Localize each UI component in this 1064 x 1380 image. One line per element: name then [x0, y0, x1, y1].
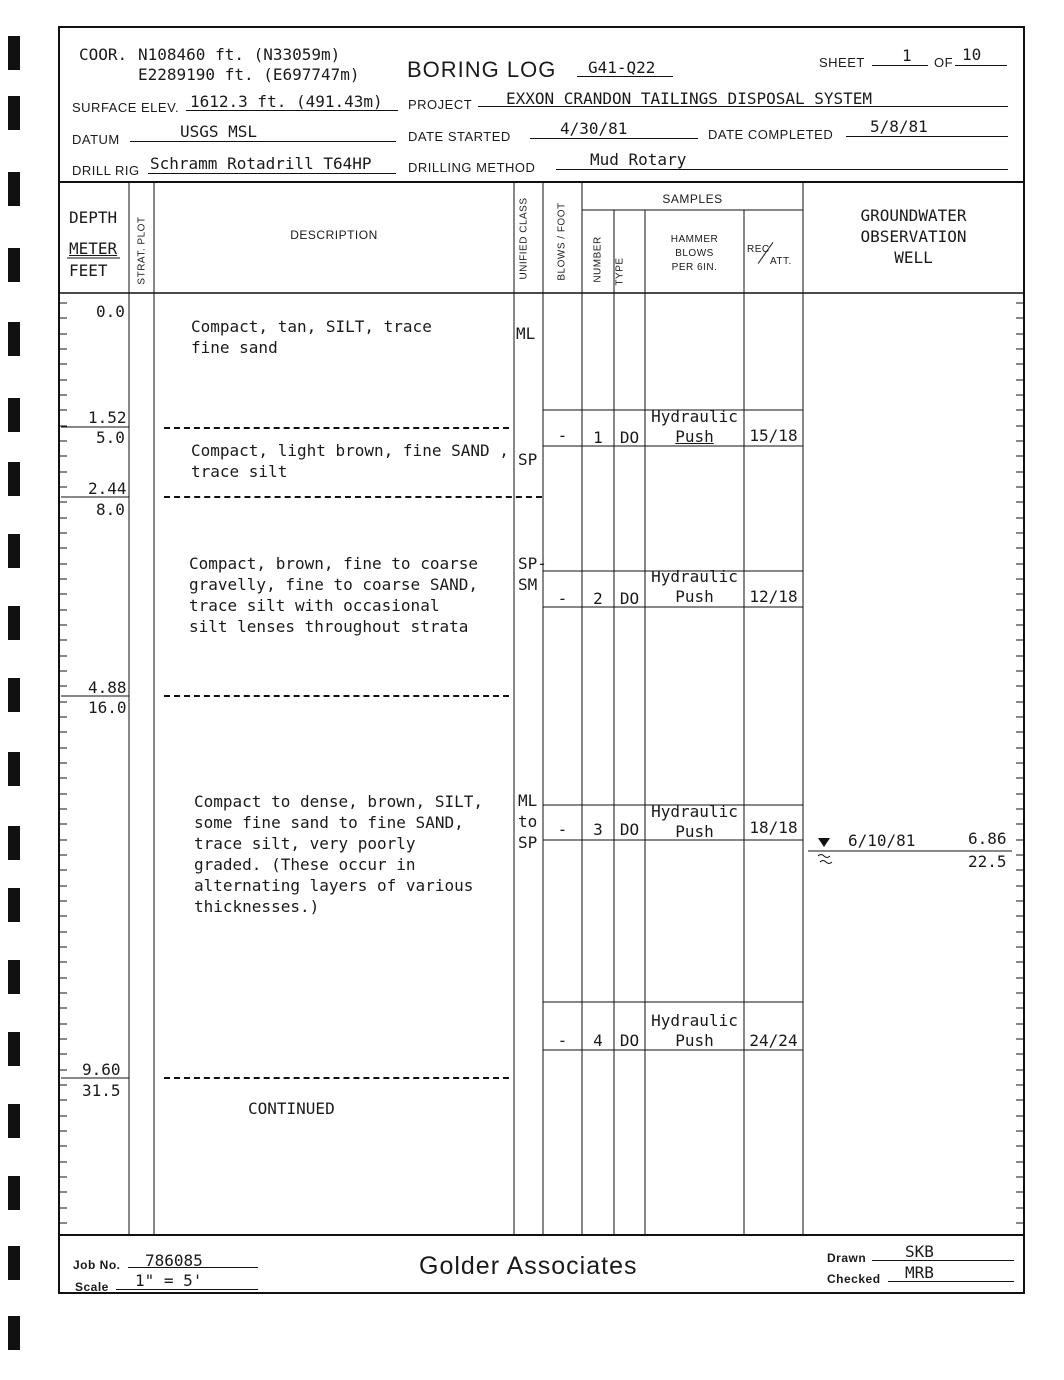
groundwater-header-line: WELL: [894, 248, 933, 267]
job-number-underline: [128, 1267, 258, 1268]
sample-type: DO: [619, 820, 640, 839]
boring-log-id: G41-Q22: [588, 58, 656, 77]
hammer-header-line: PER 6IN.: [671, 262, 718, 273]
sample-number: 3: [593, 820, 603, 839]
hammer-blows: [645, 802, 744, 842]
groundwater-header-line: GROUNDWATER: [860, 206, 967, 225]
unified-class-header: UNIFIED CLASS: [518, 197, 530, 280]
project-underline: [478, 106, 1008, 107]
drilling-method-underline: [556, 169, 1008, 170]
date-completed: 5/8/81: [870, 117, 928, 136]
sheet-number: 1: [902, 46, 912, 65]
hammer-blows: [645, 1011, 744, 1051]
recovery: 24/24: [749, 1031, 798, 1050]
feet-header: FEET: [69, 261, 108, 280]
surface-elevation-underline: [186, 110, 398, 111]
rec-header: REC: [747, 244, 770, 255]
groundwater-header-line: OBSERVATION: [860, 227, 967, 246]
groundwater-date: 6/10/81: [848, 831, 916, 850]
recovery: 15/18: [749, 426, 798, 445]
hammer-line: Push: [675, 822, 714, 841]
strata-boundary: [164, 496, 542, 498]
blows-foot-header: BLOWS / FOOT: [556, 202, 568, 281]
unified-class: ML to SP: [518, 791, 538, 852]
datum-label: DATUM: [72, 132, 120, 147]
date-started-label: DATE STARTED: [408, 129, 511, 144]
hammer-blows: [645, 567, 744, 607]
drill-rig-label: DRILL RIG: [72, 163, 140, 178]
of-label: OF: [934, 55, 954, 70]
coordinates-label: COOR.: [79, 45, 128, 64]
depth-label: 8.0: [96, 500, 125, 519]
sample-number: 4: [593, 1031, 603, 1050]
checked-label: Checked: [827, 1272, 881, 1286]
hammer-line: Push: [675, 427, 714, 446]
drawn-by: SKB: [905, 1242, 934, 1261]
log-id-underline: [577, 76, 673, 77]
hammer-line: Hydraulic: [651, 1011, 738, 1030]
sample-type: DO: [619, 1031, 640, 1050]
depth-label: 2.44: [88, 479, 127, 498]
date-started: 4/30/81: [560, 119, 628, 138]
recovery: 18/18: [749, 818, 798, 837]
document-title: BORING LOG: [407, 57, 557, 82]
strat-plot-header: STRAT. PLOT: [136, 216, 148, 285]
surface-elevation: 1612.3 ft. (491.43m): [190, 92, 383, 111]
sheet-underline: [872, 65, 928, 66]
blows-per-foot: -: [557, 820, 568, 839]
depth-header: DEPTH: [69, 208, 118, 227]
stratum-description: Compact, light brown, fine SAND , trace silt: [191, 441, 509, 481]
surface-elevation-label: SURFACE ELEV.: [72, 100, 180, 115]
groundwater-depth-feet: 22.5: [968, 852, 1007, 871]
sample-type: DO: [619, 428, 640, 447]
drill-rig-underline: [148, 173, 396, 174]
date-completed-label: DATE COMPLETED: [708, 127, 834, 142]
project-name: EXXON CRANDON TAILINGS DISPOSAL SYSTEM: [506, 89, 873, 108]
hammer-blows-header: [645, 233, 744, 275]
drill-rig: Schramm Rotadrill T64HP: [150, 154, 372, 173]
scale-label: Scale: [75, 1280, 109, 1294]
date-started-underline: [530, 138, 698, 139]
groundwater-depth-meters: 6.86: [968, 829, 1007, 848]
checked-by: MRB: [905, 1263, 934, 1282]
strata-boundary: [164, 695, 509, 697]
drawn-underline: [872, 1260, 1014, 1261]
strata-boundary: [164, 427, 509, 429]
stratum-description: Compact, tan, SILT, trace fine sand: [191, 317, 432, 357]
drilling-method: Mud Rotary: [590, 150, 687, 169]
blows-per-foot: -: [557, 589, 568, 608]
job-number-label: Job No.: [73, 1258, 121, 1272]
datum-value: USGS MSL: [180, 122, 258, 141]
description-header: DESCRIPTION: [290, 228, 378, 242]
scale-underline: [116, 1289, 258, 1290]
meter-header: METER: [69, 239, 118, 258]
att-header: ATT.: [770, 256, 792, 267]
depth-label: 1.52: [88, 408, 127, 427]
hammer-blows: [645, 407, 744, 447]
coordinates-north: N108460 ft. (N33059m): [138, 45, 341, 64]
hammer-header-line: BLOWS: [675, 248, 714, 259]
sample-type: DO: [619, 589, 640, 608]
hammer-line: Push: [675, 1031, 714, 1050]
unified-class: ML: [516, 324, 536, 343]
unified-class: SP: [518, 450, 538, 469]
hammer-line: Hydraulic: [651, 407, 738, 426]
blows-per-foot: -: [557, 1031, 568, 1050]
project-label: PROJECT: [408, 97, 473, 112]
number-header: NUMBER: [592, 236, 604, 283]
hammer-line: Push: [675, 587, 714, 606]
sample-number: 1: [593, 428, 603, 447]
stratum-description: Compact, brown, fine to coarse gravelly, fine to coarse SAND, trace silt with occasional silt lenses throughout strata: [189, 554, 478, 636]
sheet-total: 10: [962, 45, 982, 64]
strata-boundary: [164, 1077, 509, 1079]
unified-class: SP- SM: [518, 554, 547, 594]
continued-note: CONTINUED: [248, 1099, 335, 1118]
depth-label: 31.5: [82, 1081, 121, 1100]
drilling-method-label: DRILLING METHOD: [408, 160, 536, 175]
sheet-label: SHEET: [819, 55, 865, 70]
blows-per-foot: -: [557, 426, 568, 445]
depth-label: 5.0: [96, 428, 125, 447]
sample-number: 2: [593, 589, 603, 608]
coordinates-east: E2289190 ft. (E697747m): [138, 65, 360, 84]
depth-label: 0.0: [96, 302, 125, 321]
drawn-label: Drawn: [827, 1251, 867, 1265]
groundwater-header: [803, 205, 1024, 268]
samples-header: SAMPLES: [662, 192, 723, 206]
job-number: 786085: [145, 1251, 203, 1270]
hammer-line: Hydraulic: [651, 802, 738, 821]
checked-underline: [888, 1281, 1014, 1282]
date-completed-underline: [846, 136, 1008, 137]
hammer-line: Hydraulic: [651, 567, 738, 586]
type-header: TYPE: [614, 257, 626, 286]
company-name: Golder Associates: [419, 1252, 638, 1280]
scale-value: 1" = 5': [135, 1271, 203, 1290]
depth-label: 4.88: [88, 678, 127, 697]
depth-label: 9.60: [82, 1060, 121, 1079]
stratum-description: Compact to dense, brown, SILT, some fine sand to fine SAND, trace silt, very poorly graded. (These occur in alternating layers of various thicknesses.): [194, 792, 483, 916]
recovery: 12/18: [749, 587, 798, 606]
hammer-header-line: HAMMER: [670, 234, 719, 245]
depth-label: 16.0: [88, 698, 127, 717]
sheet-total-underline: [955, 65, 1007, 66]
datum-underline: [130, 141, 396, 142]
